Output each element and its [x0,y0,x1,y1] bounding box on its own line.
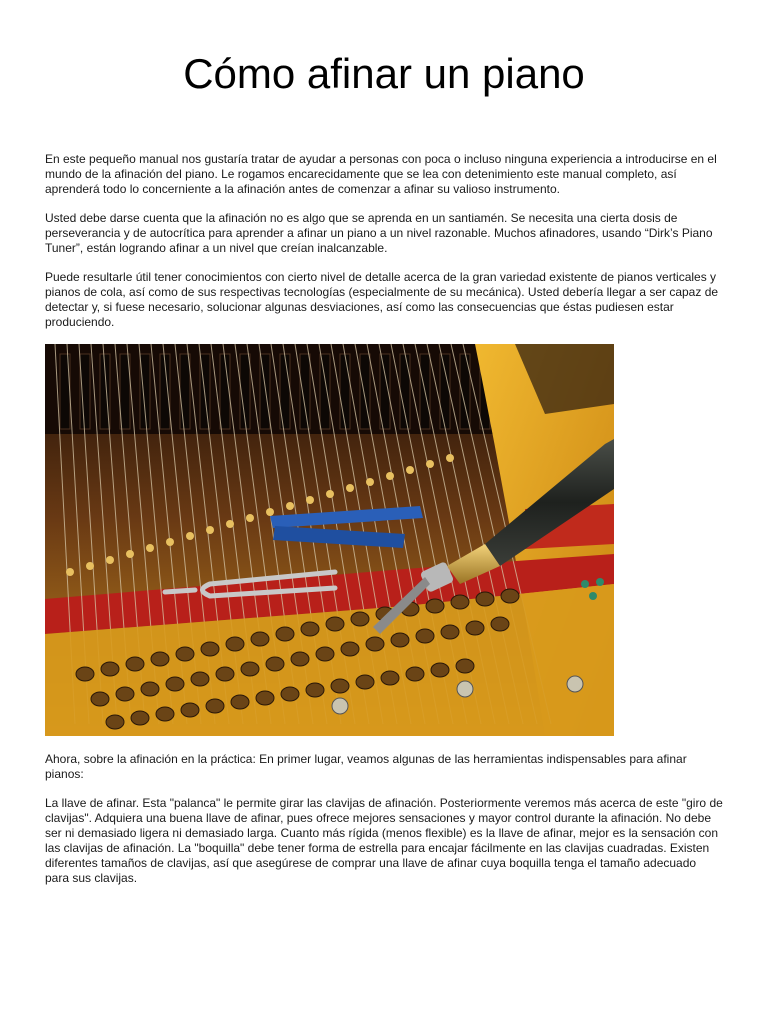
tuning-lever-paragraph: La llave de afinar. Esta "palanca" le permite girar las clavijas de afinación. Posteriormente veremos más acerca de este "giro de clavijas". Adquiera una buena llave de afinar, pues ofrece mejores sensaciones y mayor control durante la afinación. No debe ser ni demasiado ligera ni demasiado larga. Cuanto más rígida (menos flexible) es la llave de afinar, mejor es la sensación con las clavijas de afinación. La "boquilla" debe tener forma de estrella para encajar fácilmente en las clavijas cuadradas. Existen diferentes tamaños de clavijas, así que asegúrese de comprar una llave de afinar cuya boquilla tenga el tamaño adecuado para sus clavijas. [45,796,723,885]
intro-paragraph: En este pequeño manual nos gustaría tratar de ayudar a personas con poca o incluso ninguna experiencia a introducirse en el mundo de la afinación del piano. Le rogamos encarecidamente que se lea con detenimiento este manual completo, así aprenderá todo lo concerniente a la afinación antes de comenzar a afinar su valioso instrumento. [45,152,717,196]
page-title: Cómo afinar un piano [183,50,585,97]
tools-intro-paragraph: Ahora, sobre la afinación en la práctica: En primer lugar, veamos algunas de las herramientas indispensables para afinar pianos: [45,752,687,781]
perseverance-paragraph: Usted debe darse cuenta que la afinación no es algo que se aprenda en un santiamén. Se necesita una cierta dosis de perseverancia y de autocrítica para aprender a afinar un piano a un nivel razonable. Muchos afinadores, usando “Dirk’s Piano Tuner”, están logrando afinar a un nivel que creían inalcanzable. [45,211,713,255]
piano-types-paragraph: Puede resultarle útil tener conocimientos con cierto nivel de detalle acerca de la gran variedad existente de pianos verticales y pianos de cola, así como de sus respectivas tecnologías (especialmente de su mecánica). Usted debería llegar a ser capaz de detectar y, si fuese necesario, solucionar algunas desviaciones, así como las consecuencias que éstas pudiesen estar produciendo. [45,270,719,329]
piano-tuning-photo [45,344,614,736]
piano-interior-illustration [45,344,614,736]
